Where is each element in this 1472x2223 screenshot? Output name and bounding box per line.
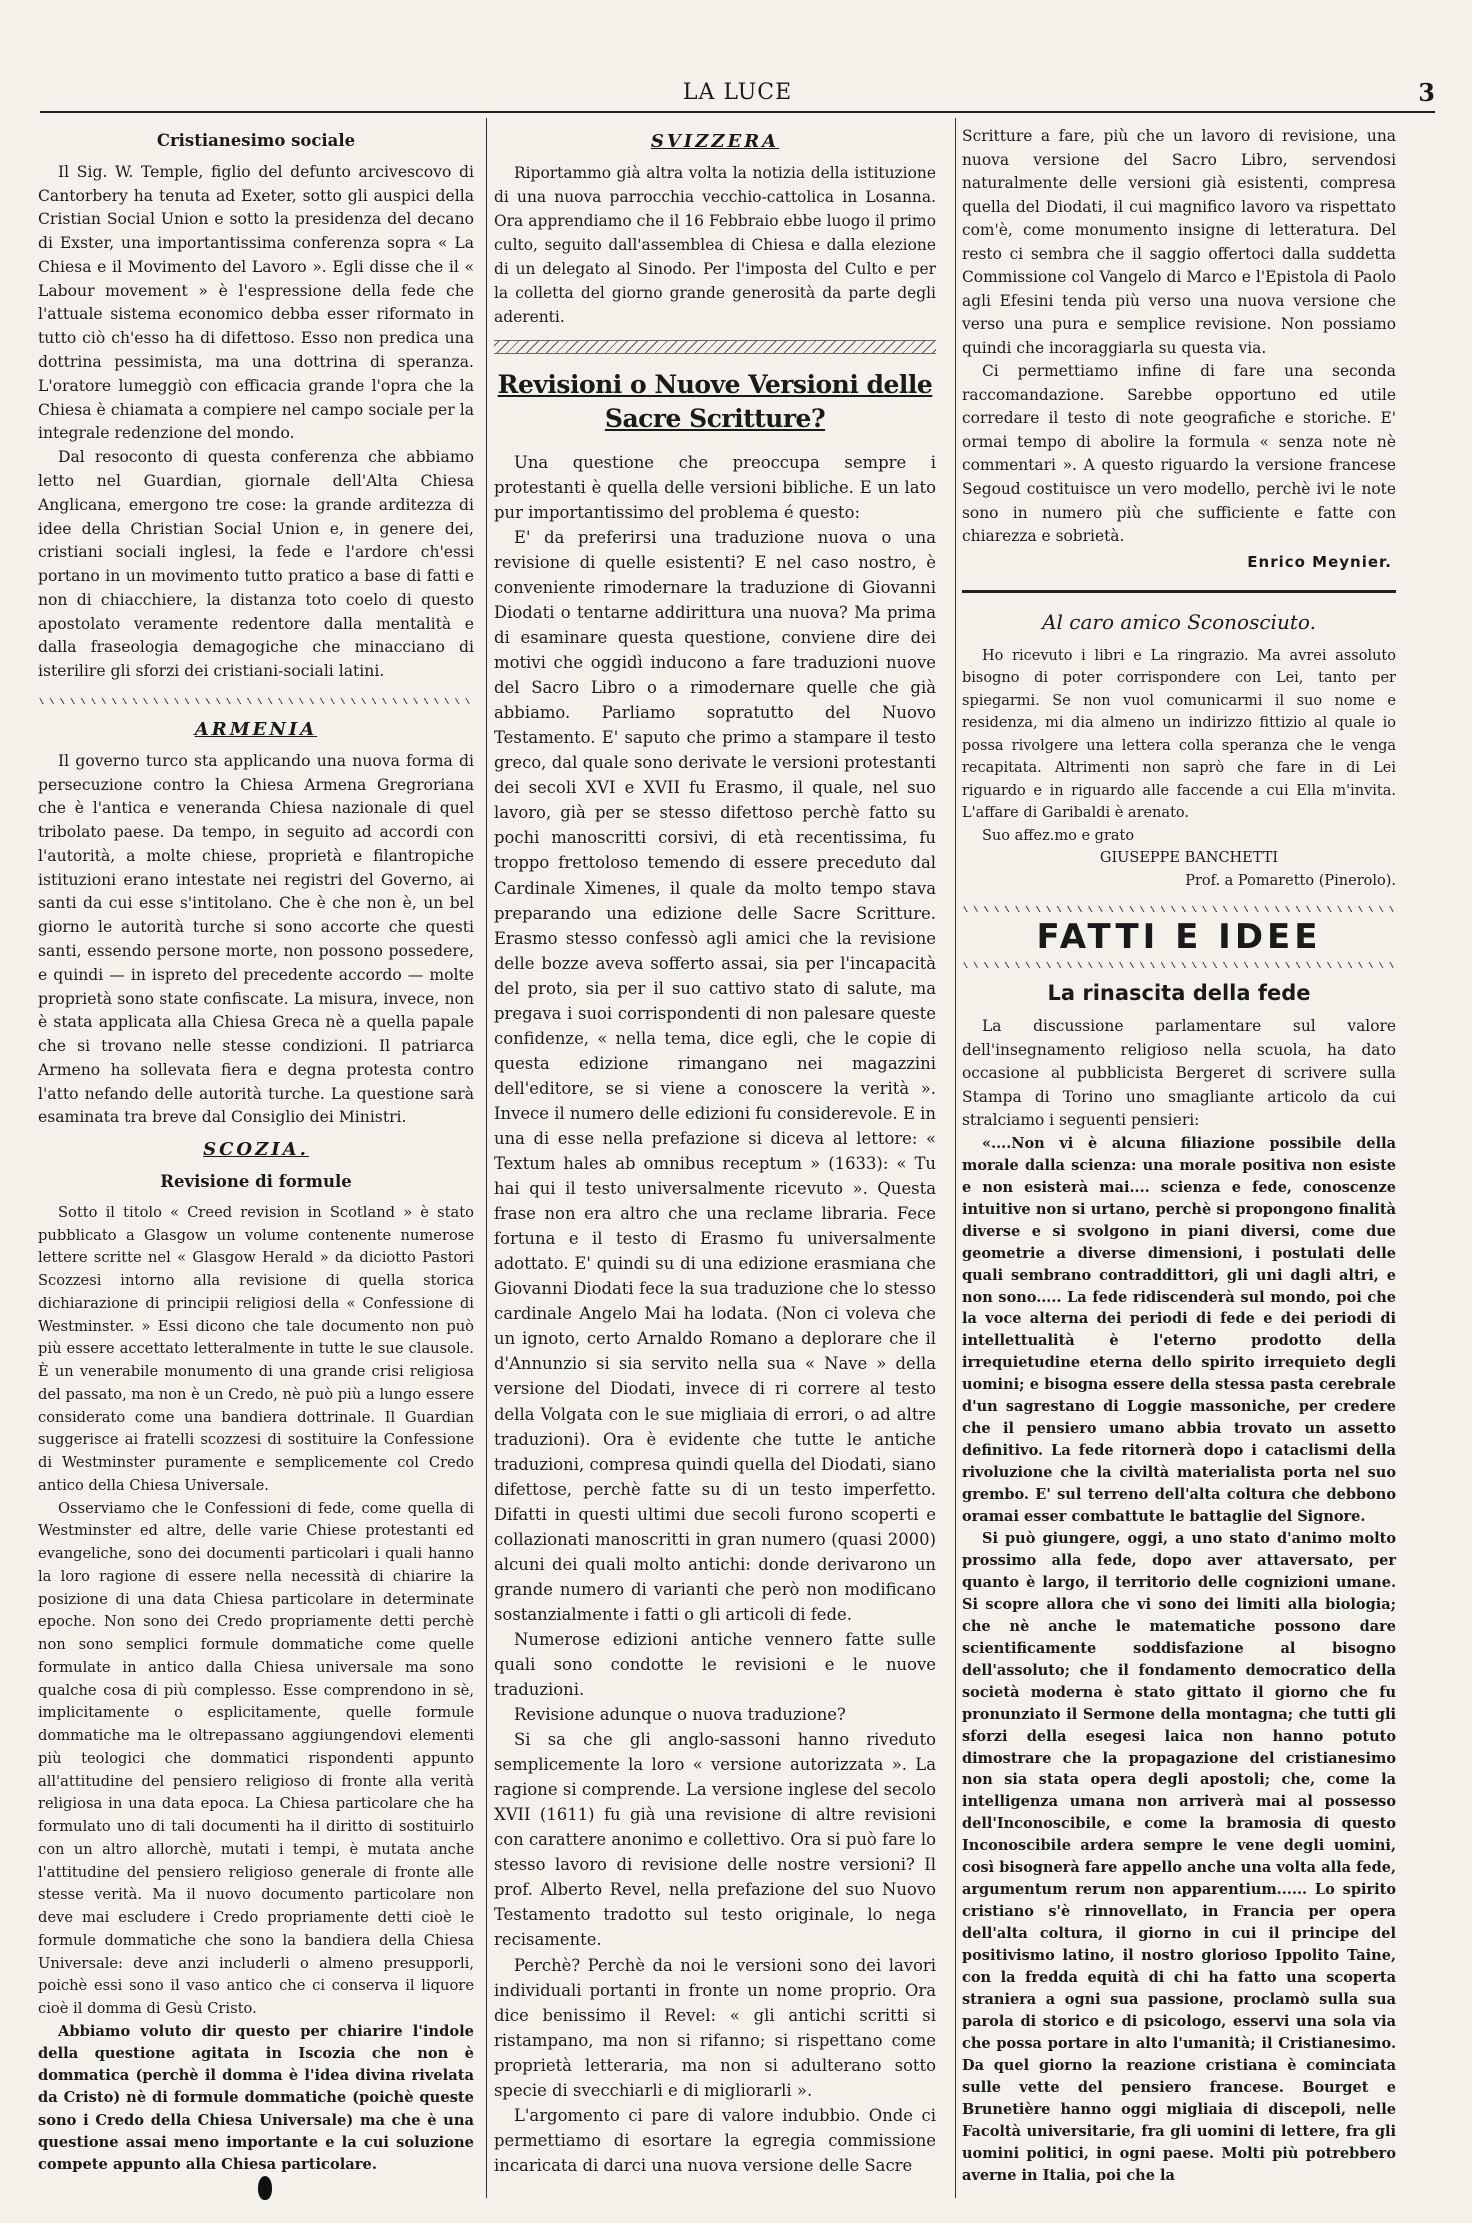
section-rule	[962, 590, 1396, 593]
paragraph: Si può giungere, oggi, a uno stato d'animo molto prossimo alla fede, dopo aver attaversato, per quanto è largo, il territorio delle cognizioni umane. Si scopre allora che vi sono dei limiti alla biologia; che nè anche le matematiche possono dare scientificamente soddisfazione al bisogno dell'assoluto; che il fondamento democratico della società moderna è stato gittato il giorno che fu pronunziato il Sermone della montagna; che tutti gli sforzi della esegesi laica non hanno potuto dimostrare che la propagazione del cristianesimo non sia stata opera degli apostoli; che, come la intelligenza umana non arriverà mai al possesso dell'Inconoscibile, e come la bramosia di questo Inconoscibile ardera sempre le vene degli uomini, così bisognerà fare appello anche una volta alla fede, argumentum rerum non apparentium...... Lo spirito cristiano s'è rinnovellato, in Francia per opera dell'alta coltura, il giorno in cui il principe del positivismo latino, il nostro glorioso Ippolito Taine, con la fredda equità di chi ha fatto una scoperta straniera a ogni sua passione, proclamò sulla sua parola di storico e di psicologo, esservi una sola via che possa portare in alto l'umanità; il Cristianesimo. Da quel giorno la reazione cristiana è cominciata sulle vette del pensiero francese. Bourget e Brunetière hanno oggi migliaia di discepoli, nelle Facoltà universitarie, fra gli uomini di lettere, fra gli uomini politici, in ogni paese. Molti più potrebbero averne in Italia, poi che la	[962, 1530, 1396, 2184]
paragraph: Una questione che preoccupa sempre i protestanti è quella delle versioni bibliche. E un lato pur importantissimo del problema é questo:	[494, 452, 936, 522]
letter-body: Ho ricevuto i libri e La ringrazio. Ma avrei assoluto bisogno di poter corrispondere con Lei, tanto per spiegarmi. Se non vuol comunicarmi il suo nome e residenza, mi dia almeno un indirizzo fittizio al quale io possa rivolgere una lettera colla speranza che le venga recapitata. Altrimenti non saprò che fare in di Lei riguardo e in riguardo alle faccende a cui Ella m'invita. L'affare di Garibaldi è arenato.	[962, 647, 1396, 822]
paragraph: Ci permettiamo infine di fare una seconda raccomandazione. Sarebbe opportuno ed utile corredare il testo di note geografiche e storiche. E' ormai tempo di abolire la formula « senza note nè commentari ». A questo riguardo la versione francese Segoud costituisce un vero modello, perchè ivi le note sono in numero più che sufficiente e fatte con chiarezza e sobrietà.	[962, 362, 1396, 546]
paragraph: E' da preferirsi una traduzione nuova o una revisione di quelle esistenti? E nel caso nostro, è conveniente rimodernare la traduzione di Giovanni Diodati o tentarne addirittura una nuova? Ma prima di esaminare questa questione, conviene dire dei motivi che oggidì inducono a fare traduzioni nuove del Sacro Libro o a rimodernare quelle che già abbiamo. Parliamo sopratutto del Nuovo Testamento. E' saputo che primo a stampare il testo greco, dal quale sono derivate le versioni protestanti dei secoli XVI e XVII fu Erasmo, il quale, nel suo lavoro, già per se stesso difettoso perchè fatto su pochi manoscritti corsivi, di età recentissima, fu troppo frettoloso temendo di essere preceduto dal Cardinale Ximenes, il quale da molto tempo stava preparando una edizione delle Sacre Scritture. Erasmo stesso confessò agli amici che la revisione delle bozze aveva sofferto assai, sia per l'incapacità del proto, sia per il suo cattivo stato di salute, ma pregava i suoi corrispondenti di non palesare queste confidenze, « nella tema, dice egli, che le copie di questa edizione rimangano nei magazzini dell'editore, se si viene a conoscere la verità ». Invece il numero delle edizioni fu considerevole. E in una di esse nella prefazione si diceva al lettore: « Textum hales ab omnibus receptum » (1633): « Tu hai qui il testo universalmente ricevuto ». Questa frase non era altro che una reclame libraria. Fece fortuna e il testo di Erasmo fu universalmente adottato. E' quindi su di una edizione erasmiana che Giovanni Diodati fece la sua traduzione che lo stesso cardinale Angelo Mai ha lodata. (Non ci voleva che un ignoto, certo Arnaldo Romano a deplorare che il d'Annunzio si sia servito nella sua « Nave » della versione del Diodati, invece di ri correre al testo della Volgata con le sue migliaia di errori, o ad altre traduzioni). Ora è evidente che tutte le antiche traduzioni, compresa quindi quella del Diodati, siano difettose, perchè fatte su di un testo imperfetto. Difatti in questi ultimi due secoli furono scoperti e collazionati manoscritti in gran numero (quasi 2000) alcuni dei quali molto antichi: donde derivarono un grande numero di varianti che però non modificano sostanzialmente i fatti o gli articoli di fede.	[494, 527, 936, 1624]
letter-close: Suo affez.mo e grato	[982, 827, 1135, 844]
section-separator	[38, 698, 474, 704]
column-3	[962, 125, 1396, 2187]
header-rule	[40, 111, 1435, 113]
column-2	[494, 125, 936, 2178]
letter-place: Prof. a Pomaretto (Pinerolo).	[1185, 872, 1396, 889]
section-subtitle-revisione: Revisione di formule	[160, 1172, 352, 1192]
paragraph: Numerose edizioni antiche vennero fatte sulle quali sono condotte le revisioni e le nuove traduzioni.	[494, 1629, 936, 1700]
paragraph: Scritture a fare, più che un lavoro di revisione, una nuova versione del Sacro Libro, servendosi naturalmente delle versioni già esistenti, compresa quella del Diodati, il cui magnifico lavoro va rispettato com'è, come monumento insigne di letteratura. Del resto ci sembra che il saggio offertoci dalla suddetta Commissione col Vangelo di Marco e l'Epistola di Paolo agli Efesini tenda più verso una nuova versione che verso una pura e semplice revisione. Non possiamo quindi che incoraggiarla su questa via.	[962, 127, 1396, 357]
column-1	[38, 125, 474, 2176]
article-title-revisioni: Revisioni o Nuove Versioni delle Sacre Scritture?	[497, 369, 933, 433]
paragraph: Osserviamo che le Confessioni di fede, come quella di Westminster ed altre, delle varie Chiese protestanti ed evangeliche, sono dei documenti particolari i quali hanno la loro ragione di essere nella necessità di chiarire la posizione di una data Chiesa particolare in determinate epoche. Non sono dei Credo propriamente detti perchè non sono semplici formule dommatiche come quelle formulate in antico dalla Chiesa universale ma sono qualche cosa di più complesso. Esse comprendono in sè, implicitamente o esplicitamente, quelle formule dommatiche ma le oltrepassano aggiungendovi elementi più teologici che dommatici rispondenti appunto all'attitudine del pensiero religioso di fronte alla verità religiosa in una data epoca. La Chiesa particolare che ha formulato uno di tali documenti ha il diritto di sostituirlo con un altro allorchè, mutati i tempi, è mutata anche l'attitudine del pensiero religioso generale di fronte alle stesse verità. Ma il nuovo documento particolare non deve mai escludere i Credo propriamente detti cioè le formule dommatiche che sono la bandiera della Chiesa Universale: deve anzi includerli o almeno presupporli, poichè essi sono il vaso antico che ci conserva il liquore cioè il domma di Gesù Cristo.	[38, 1499, 474, 2018]
section-title-svizzera: SVIZZERA	[650, 131, 780, 152]
paragraph: «....Non vi è alcuna filiazione possibile della morale dalla scienza: una morale positiva non esiste e non esisterà mai.... scienza e fede, conoscenze intuitive non si urtano, perchè si propongono finalità diverse e si svolgono in piani diversi, come due geometrie a diverse dimensioni, i postulati delle quali sembrano contraddittori, gli uni dagli altri, e non sono..... La fede ridiscenderà sul mondo, poi che la voce alterna dei periodi di fede e dei periodi di intellettualità è l'eterno prodotto della irrequietudine eterna dello spirito irrequieto degli uomini; e bisogna essere della stessa pasta cerebrale d'un sagrestano di Loggie massoniche, per credere che il pensiero umano abbia trovato un assetto definitivo. La fede ritornerà dopo i cataclismi della rivoluzione che la civiltà materialista porta nel suo grembo. E' sul terreno dell'alta coltura che debbono oramai esser combattute le battaglie del Signore.	[962, 1134, 1396, 1526]
section-title-scozia: SCOZIA.	[203, 1139, 309, 1161]
section-title-cristianesimo: Cristianesimo sociale	[156, 131, 356, 150]
paragraph: Abbiamo voluto dir questo per chiarire l'indole della questione agitata in Iscozia che non è dommatica (perchè il domma è l'idea divina rivelata da Cristo) nè di formule dommatiche (poichè queste sono i Credo della Chiesa Universale) ma che è una questione assai meno importante e la cui soluzione compete appunto alla Chiesa particolare.	[38, 2022, 474, 2173]
paragraph: Il governo turco sta applicando una nuova forma di persecuzione contro la Chiesa Armena Gregroriana che è l'antica e veneranda Chiesa nazionale di quel tribolato paese. Da tempo, in seguito ad accordi con l'autorità, a molte chiese, proprietà e filantropiche istituzioni erano intestate nei registri del Governo, ai santi da cui esse s'intitolano. Che è che non è, un bel giorno le autorità turche si sono accorte che questi santi, essendo persone morte, non possono possedere, e quindi — in ispreto del precedente accordo — molte proprietà sono state confiscate. La misura, invece, non è stata applicata alla Chiesa Greca nè a quella papale che si trovano nelle stesse condizioni. Il patriarca Armeno ha sollevata fiera e degna protesta contro l'atto nefando delle autorità turche. La questione sarà esaminata tra breve dal Consiglio dei Ministri.	[38, 751, 474, 1127]
running-title: LA LUCE	[682, 80, 793, 105]
paragraph: Perchè? Perchè da noi le versioni sono dei lavori individuali portanti in fronte un nome proprio. Ora dice benissimo il Revel: « gli antichi scritti si ristampano, ma non si rifanno; si rispettano come proprietà letteraria, ma non si adulterano sotto specie di svecchiarli e di migliorarli ».	[494, 1955, 936, 2100]
section-title-armenia: ARMENIA	[194, 718, 318, 740]
section-separator	[962, 962, 1396, 968]
letter-title: Al caro amico Sconosciuto.	[1042, 610, 1316, 635]
paragraph: La discussione parlamentare sul valore dell'insegnamento religioso nella scuola, ha dato occasione al pubblicista Bergeret di scrivere sulla Stampa di Torino uno smagliante articolo da cui stralciamo i seguenti pensieri:	[962, 1017, 1396, 1130]
letter-name: GIUSEPPE BANCHETTI	[1099, 850, 1279, 867]
column-divider-2	[955, 118, 956, 2198]
author-signature: Enrico Meynier.	[1247, 552, 1392, 571]
ink-blot-ornament	[258, 2176, 272, 2200]
ornamental-rule	[494, 340, 936, 354]
paragraph: Si sa che gli anglo-sassoni hanno riveduto semplicemente la loro « versione autorizzata ». La ragione si comprende. La versione inglese del secolo XVII (1611) fu già una revisione di altre revisioni con carattere anonimo e collettivo. Ora si può fare lo stesso lavoro di revisione delle nostre versioni? Il prof. Alberto Revel, nella prefazione del suo Nuovo Testamento tradotto sul testo originale, lo nega recisamente.	[494, 1730, 936, 1950]
paragraph: Il Sig. W. Temple, figlio del defunto arcivescovo di Cantorbery ha tenuta ad Exeter, sotto gli auspici della Cristian Social Union e sotto la presidenza del decano di Exster, una importantissima conferenza sopra « La Chiesa e il Movimento del Lavoro ». Egli disse che il « Labour movement » è l'espressione della fede che l'attuale sistema economico debba esser riformato in tutto ciò ch'esso ha di difettoso. Esso non predica una dottrina pessimista, ma una dottrina di speranza. L'oratore lumeggiò con efficacia grande l'opra che la Chiesa è chiamata a compiere nel campo sociale per la integrale redenzione del mondo.	[38, 162, 474, 443]
paragraph: Riportammo già altra volta la notizia della istituzione di una nuova parrocchia vecchio-cattolica in Losanna. Ora apprendiamo che il 16 Febbraio ebbe luogo il primo culto, seguito dall'assemblea di Chiesa e dalla elezione di un delegato al Sinodo. Per l'imposta del Culto e per la colletta del giorno grande generosità da parte degli aderenti.	[494, 164, 936, 326]
paragraph: Sotto il titolo « Creed revision in Scotland » è stato pubblicato a Glasgow un volume contenente numerose lettere scritte nel « Glasgow Herald » da diciotto Pastori Scozzesi intorno alla revisione di quella storica dichiarazione di principii religiosi della « Confessione di Westminster. » Essi dicono che tale documento non può più essere accettato letteralmente in tutte le sue clausole. È un venerabile monumento di una grande crisi religiosa del passato, ma non è un Credo, nè può più a lungo essere considerato come una bandiera dottrinale. Il Guardian suggerisce ai fratelli scozzesi di sostituire la Confessione di Westminster puramente e semplicemente col Credo antico della Chiesa Universale.	[38, 1203, 474, 1494]
page-header	[40, 78, 1435, 108]
paragraph: Revisione adunque o nuova traduzione?	[514, 1705, 846, 1725]
section-separator	[962, 906, 1396, 912]
section-title-fatti-e-idee: FATTI E IDEE	[1036, 917, 1322, 958]
page-number: 3	[1418, 78, 1435, 107]
article-title-rinascita: La rinascita della fede	[1047, 980, 1311, 1005]
paragraph: L'argomento ci pare di valore indubbio. Onde ci permettiamo di esortare la egregia commissione incaricata di darci una nuova versione delle Sacre	[494, 2105, 936, 2175]
column-divider-1	[486, 118, 487, 2198]
paragraph: Dal resoconto di questa conferenza che abbiamo letto nel Guardian, giornale dell'Alta Chiesa Anglicana, emergono tre cose: la grande arditezza di idee della Christian Social Union e, in genere dei, cristiani sociali inglesi, la fede e l'ardore ch'essi portano in un movimento tutto pratico a base di fatti e non di chiacchiere, la distanza toto coelo di questo apostolato veramente redentore dalla mentalità e dalla fraseologia demagogiche che minacciano di isterilire gli sforzi dei cristiani-sociali latini.	[38, 448, 474, 681]
